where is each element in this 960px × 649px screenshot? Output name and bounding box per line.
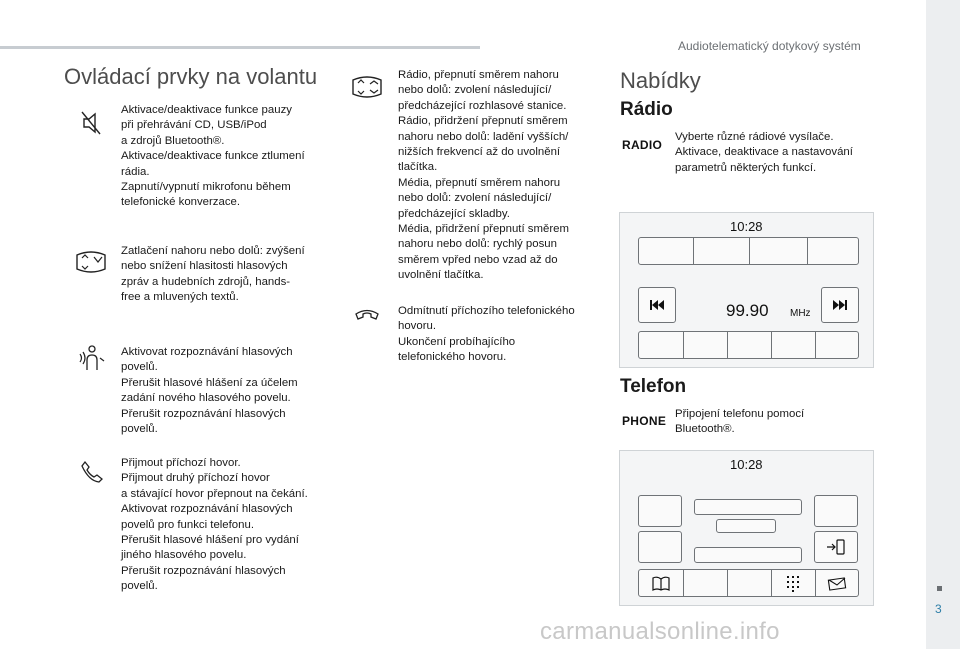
phone-display-field-3 [694, 547, 802, 563]
radio-description: Vyberte různé rádiové vysílače. Aktivace, deaktivace a nastavování parametrů některých funkcí. [675, 131, 853, 174]
phone-connect-icon [815, 532, 857, 562]
keypad-icon [783, 574, 803, 594]
message-envelope-icon [827, 577, 847, 591]
page-number: 3 [935, 602, 942, 616]
section-title-menus: Nabídky [620, 68, 701, 93]
phone-screen [619, 450, 874, 606]
seek-forward-button[interactable] [821, 287, 859, 323]
volume-toggle-icon [74, 250, 108, 274]
phone-clock: 10:28 [730, 457, 763, 472]
page-side-band [926, 0, 960, 649]
radio-preset-bar-top[interactable] [638, 237, 859, 265]
radio-heading: Rádio [620, 99, 673, 120]
phone-left-button-2[interactable] [638, 531, 682, 563]
phone-hangup-icon [354, 308, 380, 324]
phone-right-button-1[interactable] [814, 495, 858, 527]
page-marker [937, 586, 942, 591]
phone-menu-bar[interactable] [638, 569, 859, 597]
voice-recognition-description: Aktivovat rozpoznávání hlasových povelů. Přerušit hlasové hlášení za účelem zadání nového hlasového povelu. Přerušit rozpoznávání hlasových povelů. [121, 346, 298, 436]
section-title-steering-controls: Ovládací prvky na volantu [64, 64, 318, 89]
radio-clock: 10:28 [730, 219, 763, 234]
phone-connect-button[interactable] [814, 531, 858, 563]
radio-frequency-unit: MHz [790, 308, 811, 319]
voice-recognition-icon [78, 344, 106, 372]
contacts-book-icon [651, 576, 671, 592]
phone-display-field-1 [694, 499, 802, 515]
top-rule [0, 46, 480, 49]
phone-heading: Telefon [620, 376, 687, 397]
phone-description: Připojení telefonu pomocí Bluetooth®. [675, 408, 805, 436]
phone-label: PHONE [622, 414, 667, 428]
radio-label: RADIO [622, 138, 663, 152]
seek-back-button[interactable] [638, 287, 676, 323]
mute-description: Aktivace/deaktivace funkce pauzy při přehrávání CD, USB/iPod a zdrojů Bluetooth®. Aktivace/deaktivace funkce ztlumení rádia. Zapnutí/vypnutí mikrofonu během telefonické konverzace. [121, 104, 305, 209]
watermark: carmanualsonline.info [540, 618, 780, 645]
running-header: Audiotelematický dotykový systém [678, 39, 861, 53]
phone-pickup-description: Přijmout příchozí hovor. Přijmout druhý příchozí hovor a stávající hovor přepnout na čekání. Aktivovat rozpoznávání hlasových povelů pro funkci telefonu. Přerušit hlasové hlášení pro vydání jiného hlasového povelu. Přerušit rozpoznávání hlasových povelů. [121, 457, 308, 593]
phone-left-button-1[interactable] [638, 495, 682, 527]
phone-pickup-icon [80, 460, 104, 484]
seek-forward-icon [822, 288, 858, 322]
mute-speaker-icon [80, 110, 102, 136]
radio-screen [619, 212, 874, 368]
scroll-toggle-icon [350, 75, 384, 99]
phone-hangup-description: Odmítnutí příchozího telefonického hovoru. Ukončení probíhajícího telefonického hovoru. [398, 305, 575, 364]
radio-preset-bar-bottom[interactable] [638, 331, 859, 359]
volume-description: Zatlačení nahoru nebo dolů: zvýšení nebo snížení hlasitosti hlasových zpráv a hudebních zdrojů, hands- free a mluvených textů. [121, 245, 305, 304]
phone-display-field-2 [716, 519, 776, 533]
radio-frequency: 99.90 [726, 301, 769, 320]
scroll-description: Rádio, přepnutí směrem nahoru nebo dolů: zvolení následující/ předcházející rozhlasové stanice. Rádio, přidržení přepnutí směrem nahoru nebo dolů: ladění vyšších/ nižších frekvencí až do uvolnění tlačítka. Média, přepnutí směrem nahoru nebo dolů: zvolení následující/ předcházející skladby. Média, přidržení přepnutí směrem nahoru nebo dolů: rychlý posun směrem vpřed nebo vzad až do uvolnění tlačítka. [398, 69, 569, 282]
seek-back-icon [639, 288, 675, 322]
